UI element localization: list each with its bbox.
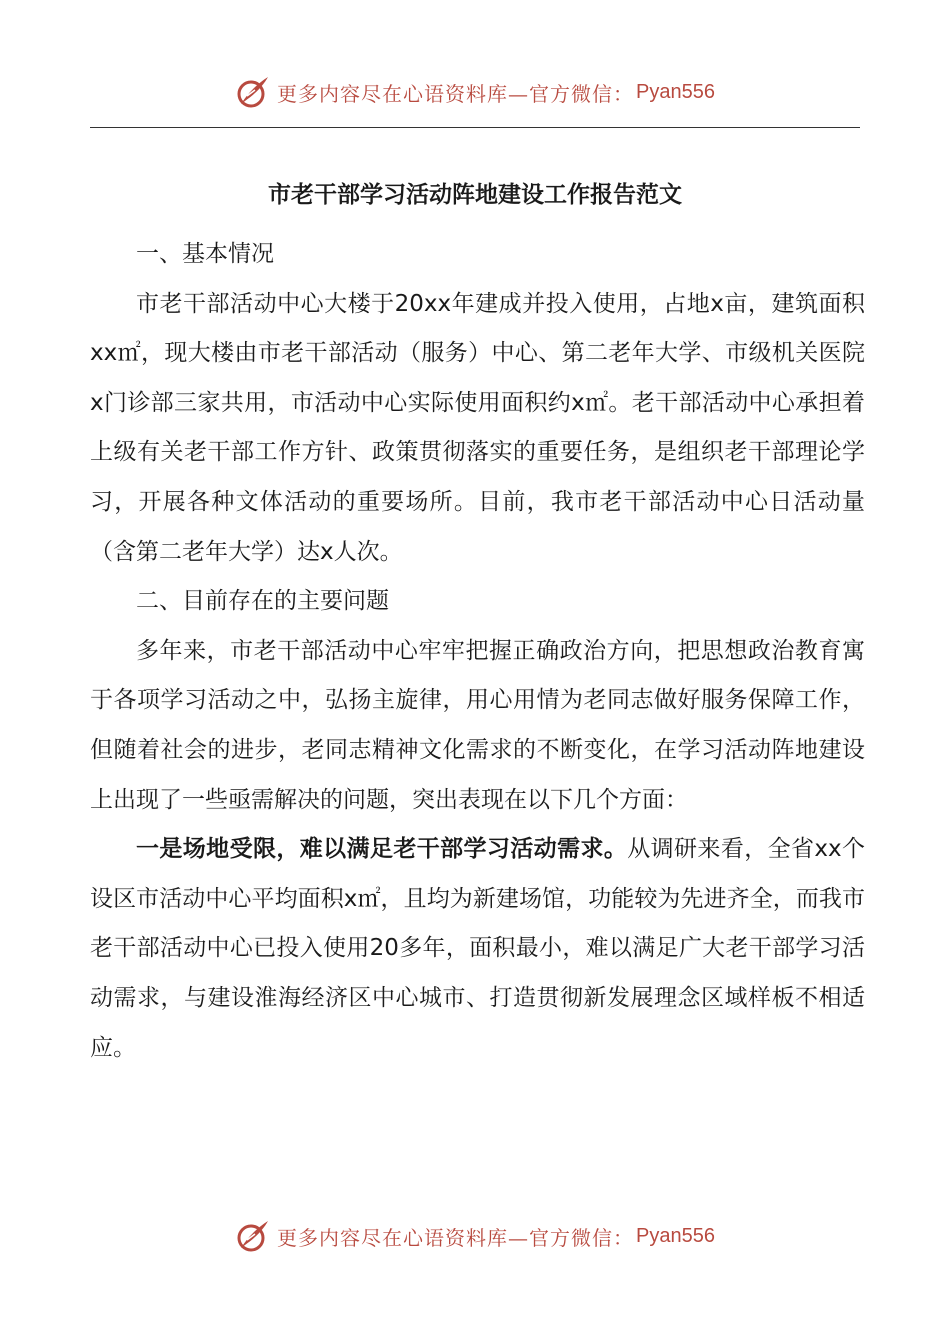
paragraph-problems-intro: 多年来，市老干部活动中心牢牢把握正确政治方向，把思想政治教育寓于各项学习活动之中，弘扬主旋律，用心用情为老同志做好服务保障工作，但随着社会的进步，老同志精神文化需求的不断变化，在学习活动阵地建设上出现了一些亟需解决的问题，突出表现在以下几个方面： xyxy=(90,637,865,813)
header-banner xyxy=(0,70,950,114)
footer-banner-handle: Pyan556 xyxy=(636,1224,715,1247)
header-rule xyxy=(90,127,860,128)
venue-limits-text: 从调研来看，全省xx个设区市活动中心平均面积x㎡，且均为新建场馆，功能较为先进齐全，而我市老干部活动中心已投入使用20多年，面积最小，难以满足广大老干部学习活动需求，与建设淮海经济区中心城市、打造贯彻新发展理念区域样板不相适应。 xyxy=(90,836,866,1061)
paragraph-venue-limits xyxy=(90,825,865,1073)
venue-limits-lead: 一是场地受限，难以满足老干部学习活动需求。 xyxy=(136,836,628,863)
section-heading-basic: 一、基本情况 xyxy=(136,241,274,267)
footer-banner xyxy=(0,1214,950,1258)
document-title: 市老干部学习活动阵地建设工作报告范文 xyxy=(268,182,682,208)
quill-logo-icon xyxy=(235,74,271,110)
section-heading-problems: 二、目前存在的主要问题 xyxy=(136,588,389,615)
banner-handle: Pyan556 xyxy=(636,80,715,103)
paragraph-basic-info: 市老干部活动中心大楼于20xx年建成并投入使用，占地x亩，建筑面积xx㎡，现大楼由市老干部活动（服务）中心、第二老年大学、市级机关医院x门诊部三家共用，市活动中心实际使用面积约x㎡。老干部活动中心承担着上级有关老干部工作方针、政策贯彻落实的重要任务，是组织老干部理论学习，开展各种文体活动的重要场所。目前，我市老干部活动中心日活动量（含第二老年大学）达x人次。 xyxy=(90,290,865,565)
banner-text: 更多内容尽在心语资料库—官方微信： xyxy=(277,81,635,106)
document-body xyxy=(90,230,865,1073)
footer-banner-text: 更多内容尽在心语资料库—官方微信： xyxy=(277,1225,635,1250)
quill-logo-icon xyxy=(235,1218,271,1254)
